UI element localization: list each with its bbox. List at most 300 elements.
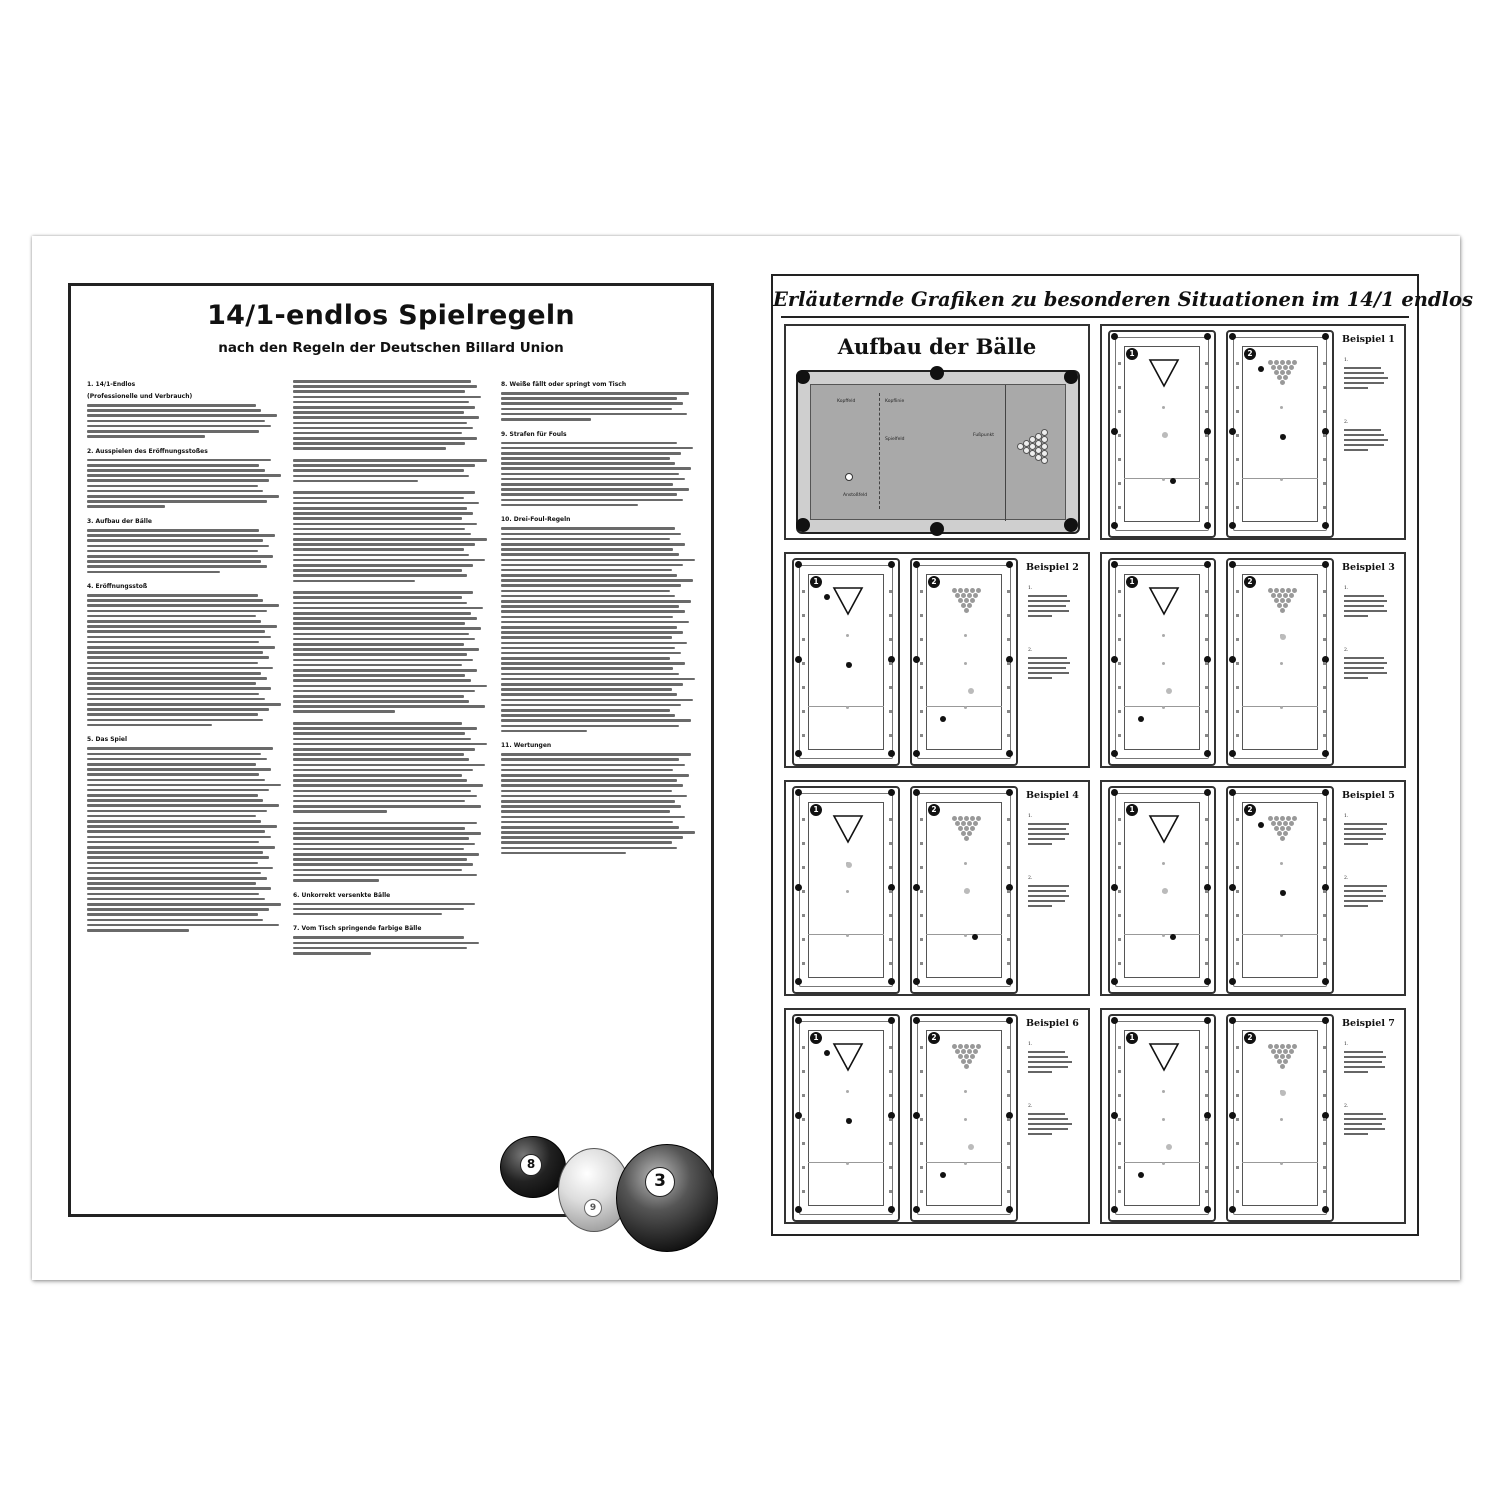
pocket-icon [1064, 370, 1078, 384]
cue-ball [846, 862, 852, 868]
example-text-line [1344, 905, 1368, 907]
rules-text-line [87, 708, 269, 711]
example-text-line [1344, 828, 1383, 830]
rail-diamond [920, 1094, 923, 1097]
rail-diamond [889, 938, 892, 941]
rules-text-line [293, 543, 475, 546]
pocket-icon [1111, 1017, 1118, 1024]
rail-diamond [1205, 386, 1208, 389]
example-text-line [1344, 677, 1368, 679]
rules-text-line [293, 879, 379, 882]
rules-text-line [87, 919, 263, 922]
rack-ball [967, 831, 972, 836]
rail-diamond [1323, 1190, 1326, 1193]
rail-diamond [1236, 734, 1239, 737]
mini-table-diagram [1226, 558, 1334, 766]
rail-diamond [1323, 638, 1326, 641]
pocket-icon [1111, 428, 1118, 435]
rules-text-line [87, 820, 261, 823]
rules-text-line [87, 804, 279, 807]
cue-ball [1280, 1090, 1286, 1096]
pocket-icon [888, 561, 895, 568]
example-text-line [1344, 615, 1368, 617]
table-spot [964, 634, 967, 637]
rules-text-line [293, 710, 395, 713]
example-box [1100, 552, 1406, 768]
rack-ball [970, 598, 975, 603]
rules-text-line [293, 727, 477, 730]
rack-ball [1041, 457, 1048, 464]
table-spot [846, 1090, 849, 1093]
rules-subtitle: nach den Regeln der Deutschen Billard Union [218, 340, 564, 356]
rail-diamond [1236, 410, 1239, 413]
pocket-icon [1322, 978, 1329, 985]
rail-diamond [920, 962, 923, 965]
rail-diamond [1118, 362, 1121, 365]
rail-diamond [1323, 590, 1326, 593]
rules-text-line [501, 442, 677, 445]
rules-section-heading: 11. Wertungen [501, 742, 552, 750]
rules-text-line [293, 617, 477, 620]
rules-text-line [293, 538, 487, 541]
rack-ball [973, 821, 978, 826]
rules-text-line [501, 678, 695, 681]
pocket-icon [1229, 333, 1236, 340]
rail-diamond [802, 1190, 805, 1193]
pocket-icon [1322, 1017, 1329, 1024]
rules-text-line [501, 652, 681, 655]
rules-text-line [87, 414, 277, 417]
rules-text-line [87, 924, 279, 927]
rules-text-line [501, 467, 691, 470]
rules-text-line [501, 621, 689, 624]
rail-diamond [1205, 1190, 1208, 1193]
rail-diamond [1236, 506, 1239, 509]
rules-text-line [501, 642, 687, 645]
rules-text-line [501, 647, 675, 650]
example-step-number: 1. [1344, 814, 1349, 819]
rules-text-line [501, 821, 673, 824]
rail-diamond [1323, 410, 1326, 413]
rules-text-line [293, 612, 471, 615]
pocket-icon [795, 1206, 802, 1213]
rail-diamond [1205, 1118, 1208, 1121]
rules-text-line [293, 497, 464, 500]
example-text-line [1028, 677, 1052, 679]
mini-table-diagram [792, 558, 900, 766]
rack-ball [1286, 1054, 1291, 1059]
label-kopflinie: Kopflinie [885, 399, 905, 404]
example-text-line [1028, 610, 1069, 612]
rules-section [87, 735, 283, 931]
pocket-icon [795, 978, 802, 985]
rail-diamond [1323, 734, 1326, 737]
rules-text-line [293, 695, 464, 698]
example-text-line [1344, 434, 1384, 436]
rules-text-line [87, 703, 281, 706]
rules-text-line [87, 753, 261, 756]
table-spot [846, 706, 849, 709]
rail-diamond [1118, 710, 1121, 713]
mini-table-diagram [792, 786, 900, 994]
example-text-line [1344, 1118, 1386, 1120]
rules-text-line [501, 826, 679, 829]
rules-text-line [501, 584, 681, 587]
object-ball [824, 594, 830, 600]
rules-panel [68, 283, 714, 1217]
rail-diamond [1118, 1190, 1121, 1193]
example-text-line [1028, 1118, 1068, 1120]
rules-text-line [501, 590, 670, 593]
pocket-icon [1229, 522, 1236, 529]
table-spot [964, 662, 967, 665]
rules-text-line [293, 853, 479, 856]
pocket-icon [1111, 656, 1118, 663]
object-ball [824, 1050, 830, 1056]
example-text-line [1344, 895, 1386, 897]
rules-text-line [87, 682, 256, 685]
rail-diamond [920, 914, 923, 917]
cue-ball [1280, 634, 1286, 640]
rules-text-line [501, 753, 691, 756]
rules-text-line [501, 610, 685, 613]
pocket-icon [888, 750, 895, 757]
example-text-line [1344, 900, 1383, 902]
diagram-number: 2 [928, 804, 940, 816]
rail-diamond [1007, 1046, 1010, 1049]
example-text-line [1028, 890, 1066, 892]
rules-text-line [293, 548, 464, 551]
rack-ball [1289, 593, 1294, 598]
object-ball [846, 662, 852, 668]
rail-diamond [1323, 710, 1326, 713]
table-spot [964, 862, 967, 865]
rail-diamond [920, 1190, 923, 1193]
pocket-icon [913, 750, 920, 757]
rail-diamond [1118, 458, 1121, 461]
example-text-line [1028, 1066, 1068, 1068]
rules-section [87, 447, 283, 508]
rules-text-line [87, 799, 263, 802]
rail-diamond [889, 662, 892, 665]
example-text-line [1028, 657, 1067, 659]
pocket-icon [795, 1112, 802, 1119]
rules-text-line [501, 626, 677, 629]
mini-table-diagram [910, 1014, 1018, 1222]
rail-diamond [802, 866, 805, 869]
rules-text-line [87, 505, 165, 508]
table-spot [1162, 478, 1165, 481]
setup-diagram-box [784, 324, 1090, 540]
rail-diamond [1205, 866, 1208, 869]
example-text-line [1344, 838, 1383, 840]
rack-ball [1286, 826, 1291, 831]
rules-text-line [293, 790, 471, 793]
rules-text-line [501, 553, 679, 556]
rules-text-line [87, 459, 271, 462]
object-ball [1138, 1172, 1144, 1178]
example-step-number: 1. [1344, 358, 1349, 363]
rules-text-line [293, 591, 473, 594]
example-box [1100, 324, 1406, 540]
pocket-icon [1006, 561, 1013, 568]
rail-diamond [1118, 1070, 1121, 1073]
rack-ball [967, 1059, 972, 1064]
rules-text-line [293, 574, 467, 577]
rail-diamond [1007, 590, 1010, 593]
rack-ball [1286, 370, 1291, 375]
rail-diamond [1118, 434, 1121, 437]
rules-text-line [501, 795, 687, 798]
rules-section [501, 380, 697, 421]
rules-text-line [87, 773, 259, 776]
rules-text-line [501, 488, 689, 491]
pocket-icon [796, 370, 810, 384]
rules-text-line [87, 409, 261, 412]
example-text-line [1344, 382, 1384, 384]
rail-diamond [1205, 938, 1208, 941]
rail-diamond [1205, 638, 1208, 641]
pocket-icon [1229, 1112, 1236, 1119]
pocket-icon [1006, 1206, 1013, 1213]
rail-diamond [1118, 482, 1121, 485]
rules-text-line [87, 667, 273, 670]
rules-text-line [87, 651, 263, 654]
rail-diamond [1236, 1070, 1239, 1073]
rules-text-line [501, 402, 683, 405]
rail-diamond [920, 1046, 923, 1049]
rules-text-line [293, 507, 467, 510]
rules-text-line [87, 908, 269, 911]
rail-diamond [889, 818, 892, 821]
rules-text-line [501, 533, 681, 536]
rules-text-line [293, 559, 485, 562]
rail-diamond [1118, 506, 1121, 509]
rules-text-line [87, 604, 279, 607]
rail-diamond [1205, 818, 1208, 821]
rules-text-line [501, 574, 677, 577]
rules-text-line [87, 779, 265, 782]
example-text-line [1344, 1123, 1382, 1125]
diagram-number: 1 [1126, 1032, 1138, 1044]
rules-text-line [87, 550, 258, 553]
rules-text-line [87, 677, 267, 680]
rules-text-line [293, 638, 475, 641]
rail-diamond [1323, 914, 1326, 917]
rules-text-line [293, 469, 464, 472]
rules-text-line [501, 392, 689, 395]
rail-diamond [1007, 938, 1010, 941]
rules-text-line [87, 529, 259, 532]
rules-text-line [501, 667, 673, 670]
rules-text-line [293, 401, 469, 404]
cue-ball [1162, 888, 1168, 894]
rules-text-line [87, 913, 258, 916]
pocket-icon [1229, 561, 1236, 568]
rail-diamond [1205, 506, 1208, 509]
rack-ball [1041, 443, 1048, 450]
rail-diamond [889, 1190, 892, 1193]
rail-diamond [1236, 1118, 1239, 1121]
rules-section [293, 491, 489, 582]
rack-ball [1041, 436, 1048, 443]
rules-text-line [501, 779, 677, 782]
rules-section [293, 822, 489, 882]
pocket-icon [1064, 518, 1078, 532]
diagram-number: 2 [1244, 348, 1256, 360]
rail-diamond [889, 686, 892, 689]
rail-diamond [889, 638, 892, 641]
example-text-line [1344, 833, 1386, 835]
pocket-icon [1229, 1206, 1236, 1213]
pocket-icon [913, 789, 920, 796]
example-step [1028, 876, 1072, 910]
rules-text-line [293, 858, 467, 861]
rack-ball [1289, 821, 1294, 826]
rules-section [293, 891, 489, 916]
rules-text-line [501, 418, 591, 421]
rules-text-line [293, 528, 465, 531]
rail-diamond [1323, 614, 1326, 617]
example-text-line [1344, 1066, 1385, 1068]
rail-diamond [1118, 818, 1121, 821]
rack-ball [1280, 836, 1285, 841]
example-text-line [1028, 672, 1069, 674]
rules-text-line [87, 571, 220, 574]
nine-ball-icon: 9 [558, 1148, 630, 1232]
rules-text-line [501, 397, 677, 400]
label-kopffeld: Kopffeld [837, 399, 856, 404]
rules-text-line [293, 764, 485, 767]
rules-text-line [501, 841, 672, 844]
rules-text-line [87, 404, 256, 407]
rail-diamond [1118, 1166, 1121, 1169]
pocket-icon [913, 884, 920, 891]
cue-ball [1166, 1144, 1172, 1150]
rules-text-line [87, 430, 259, 433]
diagram-number: 1 [810, 804, 822, 816]
rules-text-line [87, 882, 256, 885]
rules-text-line [87, 887, 271, 890]
rail-diamond [920, 938, 923, 941]
rules-text-line [87, 877, 267, 880]
rules-text-line [293, 622, 465, 625]
rules-text-line [87, 898, 265, 901]
table-spot [964, 1118, 967, 1121]
rules-text-line [501, 831, 695, 834]
rules-text-line [87, 893, 259, 896]
rack-ball [1041, 450, 1048, 457]
rules-text-line [501, 769, 673, 772]
rail-diamond [1205, 1046, 1208, 1049]
object-ball [940, 716, 946, 722]
pocket-icon [1204, 561, 1211, 568]
rules-text-line [293, 659, 473, 662]
rail-diamond [1007, 614, 1010, 617]
example-text-line [1028, 1051, 1065, 1053]
example-text-line [1028, 885, 1069, 887]
example-text-line [1344, 1061, 1382, 1063]
table-spot [1162, 1090, 1165, 1093]
rules-text-line [501, 499, 683, 502]
rules-text-line [87, 810, 267, 813]
rules-section-heading: 4. Eröffnungsstoß [87, 583, 148, 591]
rail-diamond [1118, 662, 1121, 665]
rail-diamond [1323, 938, 1326, 941]
pocket-icon [1111, 978, 1118, 985]
rules-text-line [87, 763, 256, 766]
billiard-balls-illustration [494, 1130, 726, 1256]
rail-diamond [920, 890, 923, 893]
pocket-icon [930, 522, 944, 536]
rules-text-line [87, 420, 265, 423]
rail-diamond [1236, 962, 1239, 965]
rail-diamond [1205, 362, 1208, 365]
rules-section-heading: 9. Strafen für Fouls [501, 430, 567, 438]
rack-ball [1286, 598, 1291, 603]
rules-text-line [501, 800, 675, 803]
rail-diamond [1236, 362, 1239, 365]
example-title: Beispiel 6 [1026, 1018, 1079, 1029]
rules-text-line [501, 473, 679, 476]
rules-text-line [501, 478, 685, 481]
pocket-icon [1229, 1017, 1236, 1024]
pocket-icon [795, 789, 802, 796]
rules-text-line [501, 543, 685, 546]
example-text-line [1344, 1113, 1383, 1115]
rules-section [293, 924, 489, 954]
table-spot [1280, 1118, 1283, 1121]
example-title: Beispiel 3 [1342, 562, 1395, 573]
rack-ball [976, 588, 981, 593]
rules-text-line [293, 406, 475, 409]
rules-text-line [501, 758, 679, 761]
rules-text-line [501, 688, 672, 691]
table-cloth [810, 384, 1066, 520]
rules-text-line [87, 815, 256, 818]
table-spot [1280, 662, 1283, 665]
rules-text-line [501, 493, 677, 496]
rules-text-line [293, 738, 471, 741]
rail-diamond [1007, 638, 1010, 641]
rules-text-line [293, 874, 477, 877]
rail-diamond [1118, 386, 1121, 389]
rail-diamond [1007, 890, 1010, 893]
rail-diamond [802, 614, 805, 617]
rail-diamond [1118, 410, 1121, 413]
rules-text-line [501, 447, 693, 450]
example-step [1028, 1104, 1072, 1138]
empty-rack-triangle-icon [1148, 586, 1180, 616]
rules-section-heading: 10. Drei-Foul-Regeln [501, 516, 571, 524]
example-step [1344, 358, 1388, 392]
example-text-line [1028, 838, 1065, 840]
rules-text-line [293, 442, 465, 445]
rack-ball [1280, 380, 1285, 385]
rail-diamond [1236, 1166, 1239, 1169]
rail-diamond [889, 914, 892, 917]
rules-text-line [501, 527, 675, 530]
example-text-line [1028, 667, 1066, 669]
rules-text-line [87, 599, 263, 602]
rules-text-line [501, 662, 685, 665]
rail-diamond [1205, 890, 1208, 893]
rules-text-line [87, 464, 259, 467]
pocket-icon [888, 978, 895, 985]
table-spot [846, 1162, 849, 1165]
example-text-line [1344, 367, 1381, 369]
example-text-line [1028, 1128, 1068, 1130]
